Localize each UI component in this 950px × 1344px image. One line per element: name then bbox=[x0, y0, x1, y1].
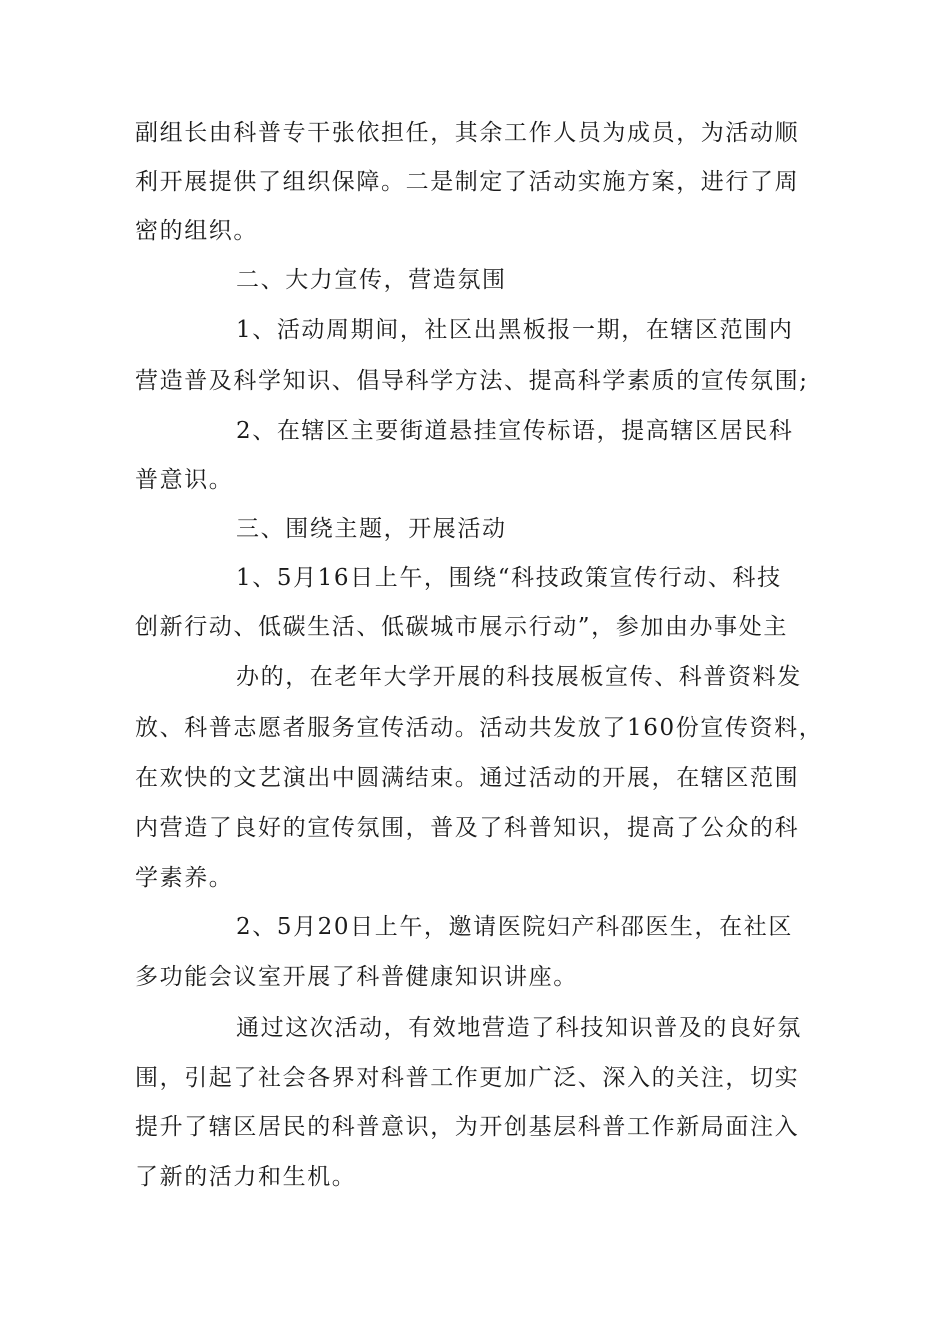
text-line: 学素养。 bbox=[135, 865, 234, 891]
section-heading: 二、大力宣传，营造氛围 bbox=[236, 267, 507, 293]
text-line: 2、5月20日上午，邀请医院妇产科邵医生，在社区 bbox=[236, 914, 793, 940]
text-line: 了新的活力和生机。 bbox=[135, 1164, 357, 1190]
text-line: 放、科普志愿者服务宣传活动。活动共发放了160份宣传资料， bbox=[135, 715, 824, 741]
text-line: 多功能会议室开展了科普健康知识讲座。 bbox=[135, 964, 578, 990]
text-line: 营造普及科学知识、倡导科学方法、提高科学素质的宣传氛围; bbox=[135, 368, 809, 394]
text-line: 密的组织。 bbox=[135, 218, 258, 244]
text-line: 通过这次活动，有效地营造了科技知识普及的良好氛 bbox=[236, 1015, 802, 1041]
text-line: 副组长由科普专干张依担任，其余工作人员为成员，为活动顺 bbox=[135, 120, 800, 146]
text-line: 创新行动、低碳生活、低碳城市展示行动”，参加由办事处主 bbox=[135, 614, 788, 640]
text-line: 1、5月16日上午，围绕“科技政策宣传行动、科技 bbox=[236, 565, 782, 591]
text-line: 普意识。 bbox=[135, 467, 234, 493]
text-line: 利开展提供了组织保障。二是制定了活动实施方案，进行了周 bbox=[135, 169, 800, 195]
text-line: 办的，在老年大学开展的科技展板宣传、科普资料发 bbox=[236, 664, 802, 690]
text-line: 内营造了良好的宣传氛围，普及了科普知识，提高了公众的科 bbox=[135, 815, 800, 841]
text-line: 在欢快的文艺演出中圆满结束。通过活动的开展，在辖区范围 bbox=[135, 765, 800, 791]
text-line: 2、在辖区主要街道悬挂宣传标语，提高辖区居民科 bbox=[236, 418, 794, 444]
text-line: 1、活动周期间，社区出黑板报一期，在辖区范围内 bbox=[236, 317, 794, 343]
section-heading: 三、围绕主题，开展活动 bbox=[236, 516, 507, 542]
text-line: 围，引起了社会各界对科普工作更加广泛、深入的关注，切实 bbox=[135, 1065, 800, 1091]
text-line: 提升了辖区居民的科普意识，为开创基层科普工作新局面注入 bbox=[135, 1114, 800, 1140]
